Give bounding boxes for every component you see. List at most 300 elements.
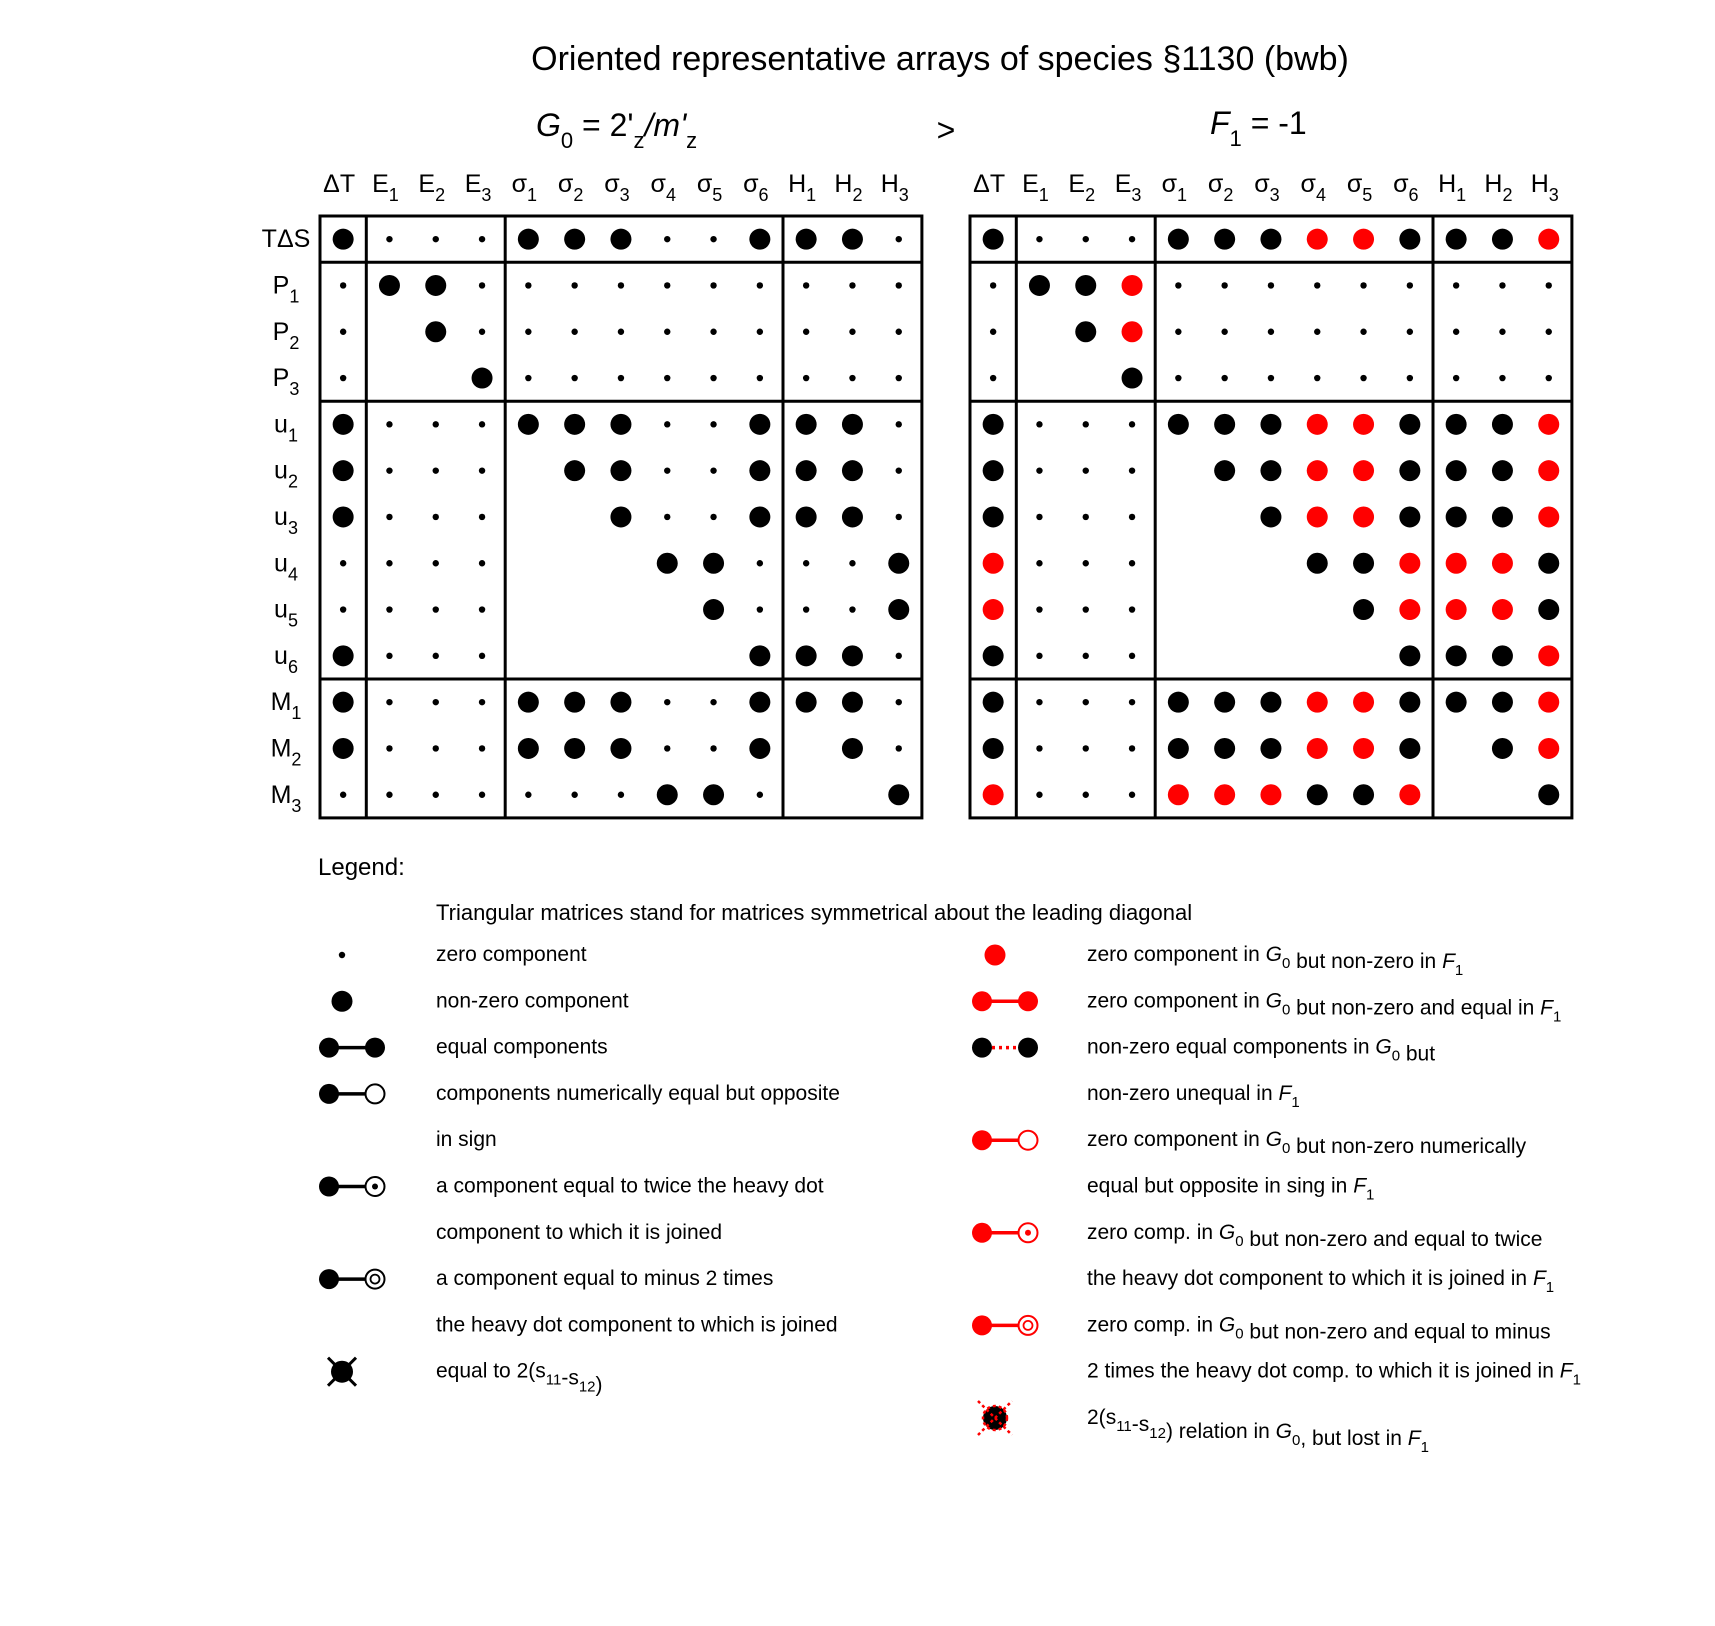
red-dot	[1446, 553, 1467, 574]
zero-dot	[849, 375, 855, 381]
zero-dot	[1083, 792, 1089, 798]
right-group-sub: 1	[1229, 126, 1242, 151]
zero-dot	[1036, 514, 1042, 520]
nonzero-dot	[425, 275, 446, 296]
zero-dot	[1546, 329, 1552, 335]
zero-dot	[710, 514, 716, 520]
figure-title: Oriented representative arrays of species §1130 (bwb)	[531, 40, 1349, 78]
nonzero-dot	[564, 229, 585, 250]
link-start-dot	[319, 1038, 339, 1058]
nonzero-dot	[610, 738, 631, 759]
nonzero-dot	[1492, 738, 1513, 759]
nonzero-dot	[610, 506, 631, 527]
opposite-link-icon	[319, 1084, 385, 1104]
nonzero-dot	[983, 460, 1004, 481]
link-end-ring	[366, 1084, 385, 1103]
red-dot	[1446, 599, 1467, 620]
zero-dot	[479, 745, 485, 751]
legend-text: equal but opposite in sing in $F_1$	[1087, 1174, 1375, 1204]
nonzero-dot	[1446, 229, 1467, 250]
nonzero-dot	[333, 692, 354, 713]
zero-dot	[1083, 236, 1089, 242]
zero-dot	[1221, 329, 1227, 335]
nonzero-dot	[610, 414, 631, 435]
zero-dot	[571, 282, 577, 288]
nonzero-dot	[703, 599, 724, 620]
zero-dot	[1083, 699, 1089, 705]
zero-dot	[433, 467, 439, 473]
zero-dot	[479, 467, 485, 473]
legend-text: equal to $2(s_{11}-s_{12})$	[436, 1359, 603, 1397]
nonzero-dot	[749, 738, 770, 759]
zero-dot	[433, 745, 439, 751]
row-header: $P_3$	[272, 364, 300, 400]
left-group-symbol: G	[536, 107, 561, 143]
link-start-dot	[972, 991, 992, 1011]
zero-dot	[1129, 236, 1135, 242]
red-dot	[1399, 553, 1420, 574]
zero-dot	[803, 329, 809, 335]
zero-dot	[664, 282, 670, 288]
row-header: $M_2$	[270, 734, 302, 770]
left-legend-item	[319, 1267, 838, 1336]
red-dot	[1168, 784, 1189, 805]
zero-dot	[1499, 282, 1505, 288]
nonzero-dot	[1492, 645, 1513, 666]
zero-dot	[1083, 514, 1089, 520]
zero-dot	[386, 467, 392, 473]
zero-dot	[1314, 329, 1320, 335]
zero-dot	[340, 560, 346, 566]
nonzero-dot	[796, 460, 817, 481]
nonzero-dot	[1446, 506, 1467, 527]
nonzero-dot	[983, 506, 1004, 527]
link-start-dot	[319, 1269, 339, 1289]
zero-dot	[849, 329, 855, 335]
zero-dot	[571, 329, 577, 335]
left-col-header: $\sigma_3$	[604, 170, 630, 205]
right-legend-item	[972, 989, 1561, 1025]
row-header: $P_2$	[272, 317, 300, 353]
zero-dot	[710, 467, 716, 473]
nonzero-dot	[1446, 460, 1467, 481]
nonzero-dot	[610, 692, 631, 713]
zero-dot	[1175, 375, 1181, 381]
zero-dot	[1036, 606, 1042, 612]
zero-dot	[757, 792, 763, 798]
nonzero-dot	[796, 414, 817, 435]
nonzero-dot	[1353, 784, 1374, 805]
red-dot	[983, 784, 1004, 805]
nonzero-dot	[796, 645, 817, 666]
zero-dot	[1129, 560, 1135, 566]
nonzero-dot	[1353, 599, 1374, 620]
zero-dot	[479, 329, 485, 335]
zero-dot	[1129, 699, 1135, 705]
nonzero-dot	[1214, 692, 1235, 713]
left-col-header: $E_1$	[372, 170, 399, 205]
left-col-header: $\sigma_2$	[557, 170, 584, 205]
red-dot	[1214, 784, 1235, 805]
zero-dot	[433, 699, 439, 705]
zero-dot	[386, 745, 392, 751]
link-end-ring	[1019, 1316, 1038, 1335]
right-legend-item	[972, 1128, 1527, 1203]
nonzero-dot	[1492, 414, 1513, 435]
nonzero-dot	[333, 414, 354, 435]
zero-dot	[757, 375, 763, 381]
zero-dot	[1221, 282, 1227, 288]
nonzero-dot	[888, 784, 909, 805]
zero-dot	[990, 375, 996, 381]
zero-dot	[1268, 375, 1274, 381]
nonzero-dot	[564, 414, 585, 435]
nonzero-dot	[1399, 414, 1420, 435]
right-col-header: $\sigma_1$	[1161, 170, 1188, 205]
red-dot	[1538, 738, 1559, 759]
nonzero-dot	[1399, 738, 1420, 759]
link-start-dot	[319, 1084, 339, 1104]
zero-dot	[433, 421, 439, 427]
red-dot	[1399, 784, 1420, 805]
zero-dot	[710, 745, 716, 751]
left-col-header: $\sigma_5$	[696, 170, 723, 205]
legend-text: zero component	[436, 943, 587, 966]
nonzero-dot	[703, 784, 724, 805]
legend-text: the heavy dot component to which it is joined in $F_1$	[1087, 1267, 1555, 1297]
red-dot	[1353, 692, 1374, 713]
minus-two-link-icon	[319, 1269, 385, 1289]
legend-text: components numerically equal but opposite	[436, 1081, 840, 1105]
zero-dot	[1036, 699, 1042, 705]
right-col-header: $H_3$	[1530, 170, 1559, 205]
zero-dot	[896, 329, 902, 335]
nonzero-dot	[983, 229, 1004, 250]
zero-dot	[1175, 329, 1181, 335]
zero-dot	[1036, 236, 1042, 242]
zero-dot	[1036, 421, 1042, 427]
small-dot-icon	[339, 952, 345, 958]
zero-dot	[1268, 282, 1274, 288]
zero-dot	[340, 606, 346, 612]
legend-text: zero component in $G_0$ but non-zero in $F_1$	[1087, 943, 1464, 979]
nonzero-dot	[379, 275, 400, 296]
zero-dot	[386, 236, 392, 242]
nonzero-dot	[842, 692, 863, 713]
zero-dot	[664, 421, 670, 427]
zero-dot	[1546, 282, 1552, 288]
zero-dot	[386, 606, 392, 612]
nonzero-dot	[983, 414, 1004, 435]
zero-dot	[618, 792, 624, 798]
zero-dot	[896, 745, 902, 751]
zero-dot	[896, 514, 902, 520]
zero-dot	[757, 560, 763, 566]
nonzero-dot	[842, 460, 863, 481]
zero-dot	[1407, 375, 1413, 381]
red-dot	[1353, 414, 1374, 435]
zero-dot	[849, 560, 855, 566]
legend-heading: Legend:	[318, 854, 405, 881]
zero-dot	[1268, 329, 1274, 335]
black-dot-icon	[332, 991, 353, 1012]
nonzero-dot	[518, 738, 539, 759]
left-group-sub: 0	[560, 128, 574, 153]
link-end-ring	[1019, 1131, 1038, 1150]
left-legend-item	[332, 989, 629, 1012]
nonzero-dot	[1399, 229, 1420, 250]
zero-dot	[1083, 653, 1089, 659]
zero-dot	[710, 699, 716, 705]
nonzero-dot	[796, 229, 817, 250]
legend	[318, 854, 1581, 1456]
nonzero-dot	[333, 645, 354, 666]
right-col-header: $\sigma_3$	[1254, 170, 1280, 205]
left-legend-item	[328, 1358, 603, 1397]
zero-dot	[433, 560, 439, 566]
nonzero-dot	[1353, 553, 1374, 574]
right-col-header: $\sigma_2$	[1207, 170, 1234, 205]
red-dot	[1122, 275, 1143, 296]
zero-dot	[340, 282, 346, 288]
zero-dot	[664, 699, 670, 705]
nonzero-dot	[425, 321, 446, 342]
zero-dot	[1129, 745, 1135, 751]
zero-dot	[1453, 282, 1459, 288]
row-header: $M_3$	[270, 780, 302, 816]
nonzero-dot	[1538, 599, 1559, 620]
red-equal-link-icon	[972, 991, 1038, 1011]
left-col-header: $E_2$	[418, 170, 446, 205]
red-dot	[1307, 460, 1328, 481]
zero-dot	[664, 467, 670, 473]
nonzero-dot	[703, 553, 724, 574]
zero-dot	[1499, 375, 1505, 381]
zero-dot	[1360, 329, 1366, 335]
link-end-dot	[1018, 991, 1038, 1011]
red-dot	[1260, 784, 1281, 805]
zero-dot	[433, 792, 439, 798]
legend-text: non-zero component	[436, 989, 629, 1013]
red-dot	[1492, 599, 1513, 620]
right-col-header: $E_2$	[1068, 170, 1096, 205]
right-col-header: $E_3$	[1114, 170, 1142, 205]
zero-dot	[896, 467, 902, 473]
nonzero-dot	[1538, 784, 1559, 805]
zero-dot	[896, 282, 902, 288]
red-crossed-dot-icon	[978, 1401, 1012, 1435]
nonzero-dot	[1446, 645, 1467, 666]
zero-dot	[433, 653, 439, 659]
nonzero-dot	[749, 414, 770, 435]
nonzero-dot	[1492, 506, 1513, 527]
nonzero-dot	[610, 460, 631, 481]
right-matrix	[970, 170, 1572, 818]
nonzero-dot	[564, 692, 585, 713]
red-twice-link-icon	[972, 1223, 1038, 1243]
zero-dot	[664, 514, 670, 520]
left-group-rest2: /m'	[644, 107, 687, 143]
left-col-header: $H_3$	[880, 170, 909, 205]
zero-dot	[710, 329, 716, 335]
legend-text: in sign	[436, 1128, 497, 1152]
zero-dot	[896, 421, 902, 427]
legend-text: zero component in $G_0$ but non-zero numerically	[1087, 1128, 1527, 1159]
left-group-sub3: z	[686, 128, 698, 153]
left-group-rest: = 2'	[573, 107, 634, 143]
zero-dot	[849, 606, 855, 612]
red-dot	[1353, 460, 1374, 481]
nonzero-dot	[749, 645, 770, 666]
zero-dot	[710, 236, 716, 242]
zero-dot	[479, 282, 485, 288]
nonzero-dot	[796, 692, 817, 713]
zero-dot	[571, 375, 577, 381]
nonzero-dot	[1399, 645, 1420, 666]
red-dot	[1307, 738, 1328, 759]
zero-dot	[618, 329, 624, 335]
nonzero-dot	[333, 738, 354, 759]
crossed-dot-icon	[328, 1358, 356, 1386]
zero-dot	[710, 421, 716, 427]
left-legend-item	[319, 1175, 824, 1244]
nonzero-dot	[1260, 692, 1281, 713]
left-col-header: ΔT	[323, 170, 356, 198]
nonzero-dot	[1399, 506, 1420, 527]
zero-dot	[1083, 606, 1089, 612]
zero-dot	[664, 375, 670, 381]
zero-dot	[1083, 745, 1089, 751]
left-col-header: $E_3$	[464, 170, 492, 205]
right-col-header: $\sigma_6$	[1393, 170, 1419, 205]
zero-dot	[386, 699, 392, 705]
red-dot	[1538, 645, 1559, 666]
zero-dot	[990, 282, 996, 288]
nonzero-dot	[518, 229, 539, 250]
zero-dot	[1407, 329, 1413, 335]
nonzero-dot	[1260, 738, 1281, 759]
nonzero-dot	[564, 738, 585, 759]
right-col-header: $H_1$	[1438, 170, 1467, 205]
nonzero-dot	[1122, 368, 1143, 389]
zero-dot	[757, 606, 763, 612]
red-dot	[1307, 414, 1328, 435]
zero-dot	[618, 375, 624, 381]
left-col-header: $\sigma_1$	[511, 170, 538, 205]
row-header: $u_1$	[274, 410, 298, 446]
nonzero-dot	[333, 460, 354, 481]
red-dot	[1307, 692, 1328, 713]
red-dot	[1399, 599, 1420, 620]
zero-dot	[525, 282, 531, 288]
nonzero-dot	[749, 460, 770, 481]
zero-dot	[1129, 792, 1135, 798]
nonzero-dot	[1446, 692, 1467, 713]
zero-dot	[757, 282, 763, 288]
left-legend-item	[319, 1036, 608, 1059]
matrices	[262, 170, 1572, 818]
zero-dot	[571, 792, 577, 798]
right-legend-item	[972, 1036, 1435, 1111]
zero-dot	[1221, 375, 1227, 381]
nonzero-dot	[888, 599, 909, 620]
red-dot	[1307, 229, 1328, 250]
legend-text: the heavy dot component to which is joined	[436, 1313, 838, 1337]
zero-dot	[1360, 375, 1366, 381]
nonzero-dot	[472, 368, 493, 389]
legend-text: component to which it is joined	[436, 1220, 722, 1244]
legend-text: non-zero unequal in $F_1$	[1087, 1081, 1300, 1111]
nonzero-dot	[1492, 229, 1513, 250]
zero-dot	[990, 329, 996, 335]
nonzero-dot	[983, 738, 1004, 759]
zero-dot	[1083, 467, 1089, 473]
zero-dot	[386, 792, 392, 798]
red-dot	[1122, 321, 1143, 342]
row-header: $u_5$	[274, 595, 298, 631]
nonzero-dot	[1168, 414, 1189, 435]
zero-dot	[803, 375, 809, 381]
link-start-dot	[972, 1223, 992, 1243]
right-col-header: ΔT	[973, 170, 1006, 198]
nonzero-dot	[1492, 692, 1513, 713]
left-group-label	[536, 107, 697, 153]
red-dot	[1538, 229, 1559, 250]
nonzero-dot	[1214, 414, 1235, 435]
right-col-header: $E_1$	[1022, 170, 1049, 205]
zero-dot	[479, 514, 485, 520]
nonzero-dot	[657, 553, 678, 574]
red-dot	[1307, 506, 1328, 527]
legend-text: zero comp. in $G_0$ but non-zero and equal to twice	[1087, 1220, 1543, 1251]
zero-dot	[479, 653, 485, 659]
zero-dot	[340, 375, 346, 381]
zero-dot	[710, 375, 716, 381]
zero-dot	[896, 653, 902, 659]
row-header: $P_1$	[272, 271, 300, 307]
nonzero-dot	[1214, 460, 1235, 481]
nonzero-dot	[1168, 738, 1189, 759]
nonzero-dot	[842, 645, 863, 666]
zero-dot	[1083, 560, 1089, 566]
zero-dot	[664, 329, 670, 335]
row-header: $M_1$	[270, 688, 302, 724]
red-dot-icon	[985, 945, 1006, 966]
zero-dot	[618, 282, 624, 288]
nonzero-dot	[983, 645, 1004, 666]
red-dot	[1538, 460, 1559, 481]
right-col-header: $\sigma_5$	[1346, 170, 1373, 205]
nonzero-dot	[1399, 460, 1420, 481]
zero-dot	[386, 421, 392, 427]
nonzero-dot	[1538, 553, 1559, 574]
red-minus-two-link-icon	[972, 1315, 1038, 1335]
zero-dot	[1036, 792, 1042, 798]
link-start-dot	[972, 1130, 992, 1150]
zero-dot	[1453, 375, 1459, 381]
left-matrix	[262, 170, 922, 818]
nonzero-dot	[610, 229, 631, 250]
zero-dot	[386, 514, 392, 520]
legend-text: non-zero equal components in $G_0$ but	[1087, 1035, 1436, 1066]
link-end-center	[1025, 1230, 1031, 1236]
nonzero-dot	[749, 506, 770, 527]
zero-dot	[1129, 514, 1135, 520]
zero-dot	[849, 282, 855, 288]
nonzero-dot	[1260, 460, 1281, 481]
zero-dot	[1129, 421, 1135, 427]
zero-dot	[479, 792, 485, 798]
